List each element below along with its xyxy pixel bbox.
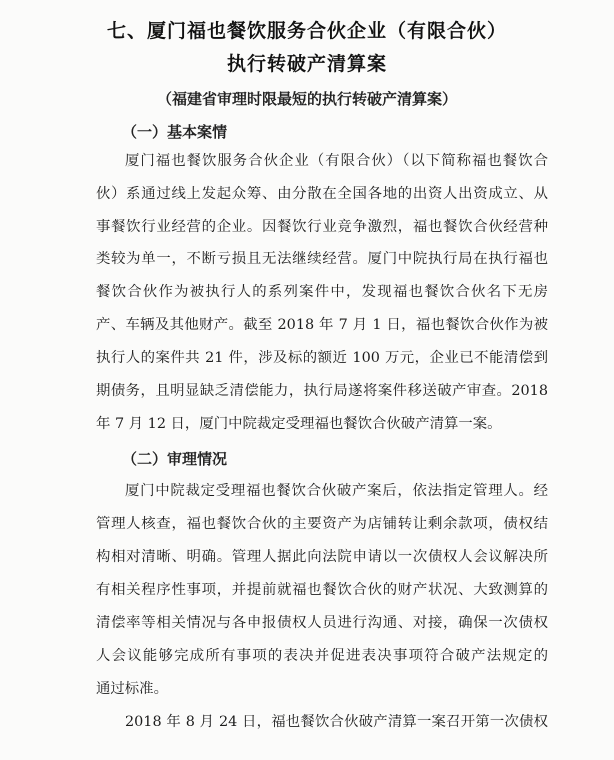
paragraph-line: 执行人的案件共 21 件，涉及标的额近 100 万元，企业已不能清偿到 [96,350,548,366]
paragraph-line: 清偿率等相关情况与各申报债权人员进行沟通、对接，确保一次债权 [96,615,548,631]
document-title-line-2: 执行转破产清算案 [226,53,387,75]
paragraph-line: 事餐饮行业经营的企业。因餐饮行业竞争激烈，福也餐饮合伙经营种 [96,219,548,235]
paragraph-line: 年 7 月 12 日，厦门中院裁定受理福也餐饮合伙破产清算一案。 [96,416,502,432]
paragraph-line: 产、车辆及其他财产。截至 2018 年 7 月 1 日，福也餐饮合伙作为被 [96,317,548,333]
paragraph-line: 2018 年 8 月 24 日，福也餐饮合伙破产清算一案召开第一次债权 [125,714,548,730]
paragraph-line: 餐饮合伙作为被执行人的系列案件中，发现福也餐饮合伙名下无房 [96,284,548,300]
paragraph-line: 人会议能够完成所有事项的表决并促进表决事项符合破产法规定的 [96,648,548,664]
document-subtitle: （福建省审理时限最短的执行转破产清算案） [156,90,457,108]
paragraph-line: 厦门中院裁定受理福也餐饮合伙破产案后，依法指定管理人。经 [125,483,548,499]
section-heading-basic-facts: （一）基本案情 [122,123,228,141]
paragraph-line: 期债务，且明显缺乏清偿能力，执行局遂将案件移送破产审查。2018 [96,383,548,399]
paragraph-line: 管理人核查，福也餐饮合伙的主要资产为店铺转让剩余款项，债权结 [96,516,548,532]
paragraph-line: 厦门福也餐饮服务合伙企业（有限合伙）（以下简称福也餐饮合 [125,153,548,169]
paragraph-line: 通过标准。 [96,681,168,697]
paragraph-line: 类较为单一，不断亏损且无法继续经营。厦门中院执行局在执行福也 [96,251,548,267]
section-heading-trial: （二）审理情况 [122,450,228,468]
paragraph-line: 构相对清晰、明确。管理人据此向法院申请以一次债权人会议解决所 [96,549,548,565]
document-title-line-1: 七、厦门福也餐饮服务合伙企业（有限合伙） [106,20,507,42]
paragraph-line: 伙）系通过线上发起众筹、由分散在全国各地的出资人出资成立、从 [96,186,548,202]
paragraph-line: 有相关程序性事项，并提前就福也餐饮合伙的财产状况、大致测算的 [96,582,548,598]
